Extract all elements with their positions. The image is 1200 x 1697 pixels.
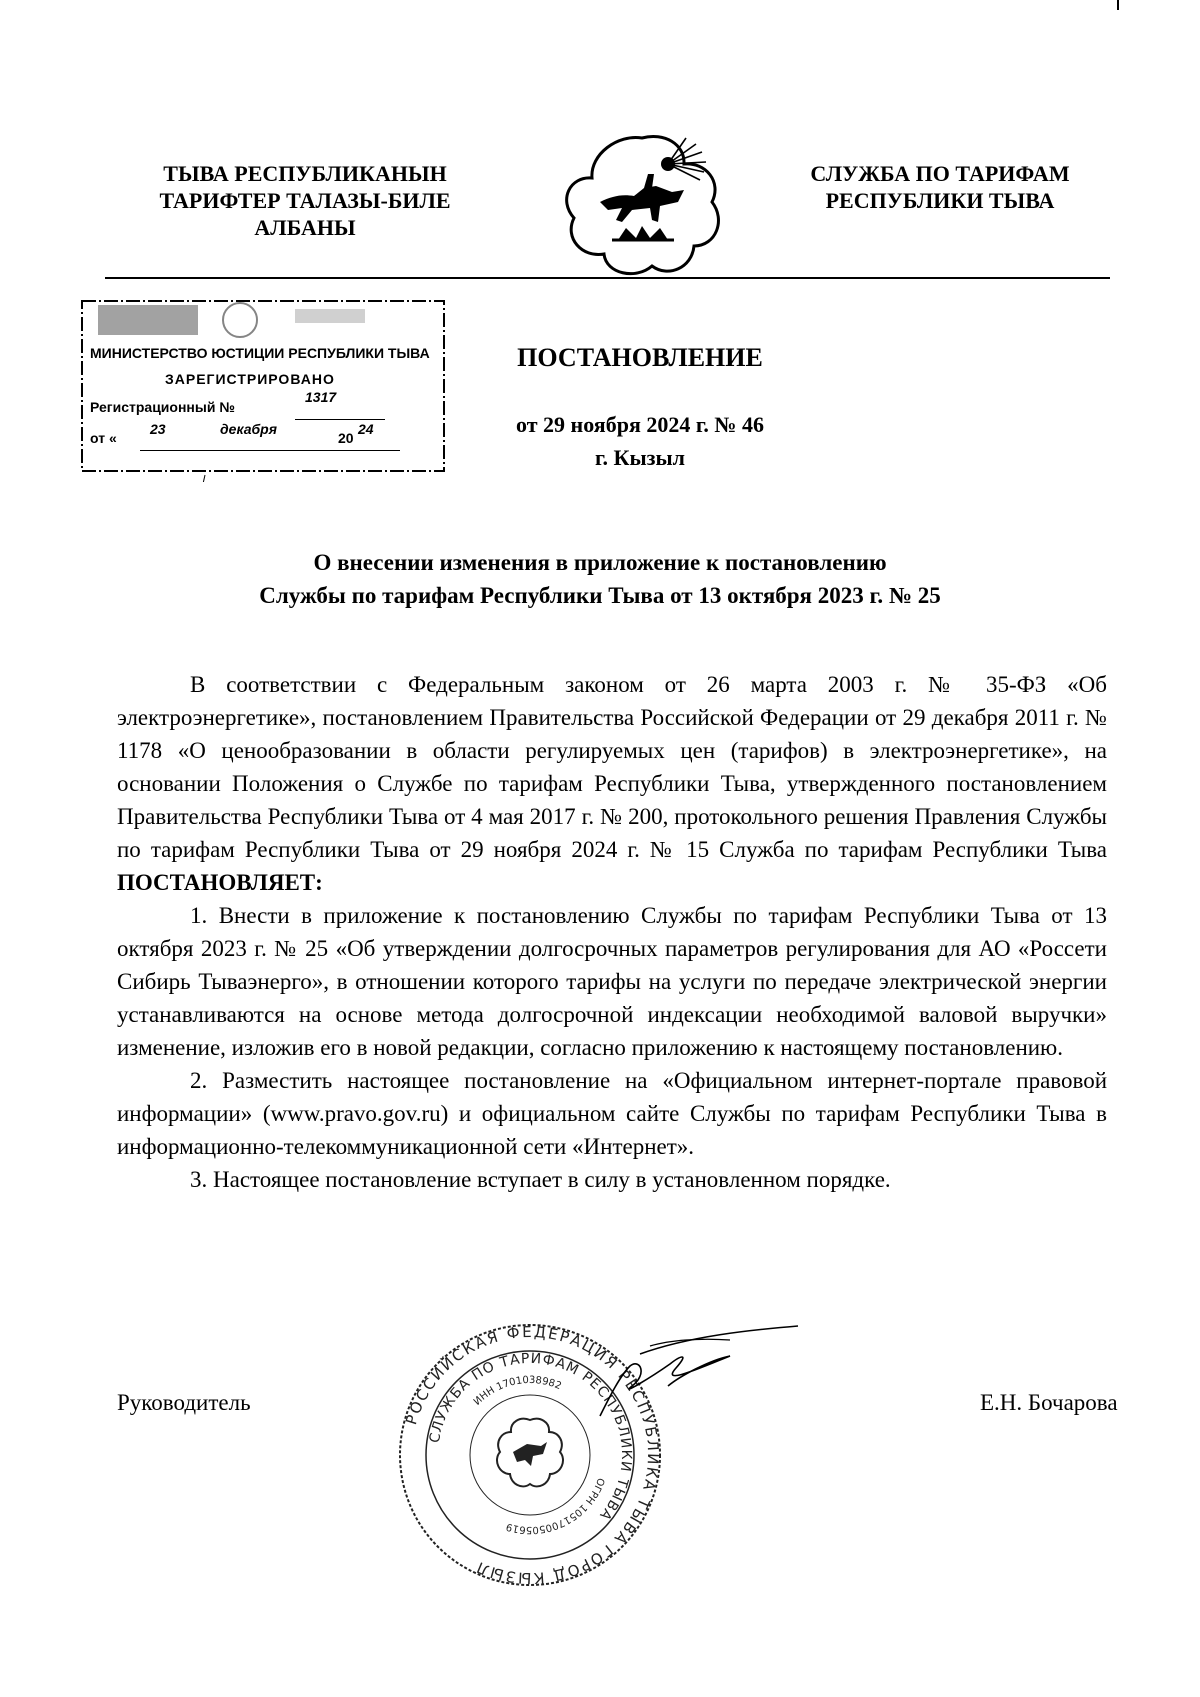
stamp-reg-number: 1317 bbox=[305, 389, 337, 405]
page-corner-mark bbox=[1117, 0, 1119, 10]
stamp-frame-icon bbox=[80, 297, 450, 482]
svg-text:ИНН 1701038982 bbox=[472, 1375, 563, 1408]
signatory-name: Е.Н. Бочарова bbox=[980, 1390, 1118, 1415]
seal-inner-text: СЛУЖБА ПО ТАРИФАМ РЕСПУБЛИКИ ТЫВА bbox=[426, 1350, 635, 1524]
item-2-paragraph: 2. Разместить настоящее постановление на «Официальном интернет-портале правовой информации» (www.pravo.gov.ru) и официальном сайте Службы по тарифам Республики Тыва в информационно-телекоммуникационной сети «Интернет». bbox=[117, 1068, 1107, 1159]
stamp-date-underline bbox=[140, 450, 400, 451]
document-type: ПОСТАНОВЛЕНИЕ bbox=[517, 343, 763, 372]
signatory-role: Руководитель bbox=[117, 1390, 251, 1415]
seal-outer-text: РОССИЙСКАЯ ФЕДЕРАЦИЯ РЕСПУБЛИКА ТЫВА ГОРОД КЫЗЫЛ bbox=[402, 1322, 663, 1588]
document-title: О внесении изменения в приложение к постановлению Службы по тарифам Республики Тыва от 13 октября 2023 г. № 25 bbox=[259, 550, 941, 608]
header-org-tuvan: ТЫВА РЕСПУБЛИКАНЫН ТАРИФТЕР ТАЛАЗЫ-БИЛЕ АЛБАНЫ bbox=[159, 161, 451, 240]
stamp-year-prefix: 20 bbox=[338, 430, 354, 446]
document-body bbox=[117, 668, 1107, 1196]
seal-inn: ИНН 1701038982 bbox=[471, 1374, 563, 1408]
stamp-number-underline bbox=[295, 419, 385, 420]
stamp-registered-text: ЗАРЕГИСТРИРОВАНО bbox=[165, 371, 335, 387]
stamp-ministry-text: МИНИСТЕРСТВО ЮСТИЦИИ РЕСПУБЛИКИ ТЫВА bbox=[90, 345, 430, 361]
header-org-russian: СЛУЖБА ПО ТАРИФАМ РЕСПУБЛИКИ ТЫВА bbox=[810, 161, 1070, 213]
svg-text:ОГРН 1051700505619 bbox=[505, 1476, 606, 1535]
stamp-day: 23 bbox=[150, 421, 166, 437]
preamble-text: В соответствии с Федеральным законом от 26 марта 2003 г. № 35-ФЗ «Об электроэнергетике», постановлением Правительства Российской Федерации от 29 декабря 2011 г. № 1178 «О ценообразовании в области регулируемых цен (тарифов) в электроэнергетике», на основании Положения о Службе по тарифам Республики Тыва, утвержденного постановлением Правительства Республики Тыва от 4 мая 2017 г. № 200, протокольного решения Правления Службы по тарифам Республики Тыва от 29 ноября 2024 г. № 15 Служба по тарифам Республики Тыва bbox=[117, 672, 1107, 862]
preamble-paragraph bbox=[117, 668, 1107, 899]
stamp-date-prefix: от « bbox=[90, 430, 117, 446]
stamp-reg-label: Регистрационный № bbox=[90, 399, 235, 415]
tuva-emblem-icon bbox=[560, 130, 725, 280]
decree-word: ПОСТАНОВЛЯЕТ: bbox=[117, 870, 323, 895]
handwritten-signature-icon bbox=[580, 1316, 800, 1426]
stamp-month: декабря bbox=[220, 421, 277, 437]
document-date-number: от 29 ноября 2024 г. № 46 bbox=[516, 412, 764, 437]
registration-stamp bbox=[80, 297, 450, 482]
document-city: г. Кызыл bbox=[595, 445, 685, 470]
item-1-paragraph: 1. Внести в приложение к постановлению Службы по тарифам Республики Тыва от 13 октября 2023 г. № 25 «Об утверждении долгосрочных параметров регулирования для АО «Россети Сибирь Тываэнерго», в отношении которого тарифы на услуги по передаче электрической энергии устанавливаются на основе метода долгосрочной индексации необходимой валовой выручки» изменение, изложив его в новой редакции, согласно приложению к настоящему постановлению. bbox=[117, 903, 1107, 1060]
header-divider bbox=[105, 277, 1110, 279]
stamp-year-suffix: 24 bbox=[358, 421, 374, 437]
item-3-paragraph: 3. Настоящее постановление вступает в силу в установленном порядке. bbox=[190, 1167, 891, 1192]
seal-ogrn: ОГРН 1051700505619 bbox=[504, 1476, 607, 1536]
